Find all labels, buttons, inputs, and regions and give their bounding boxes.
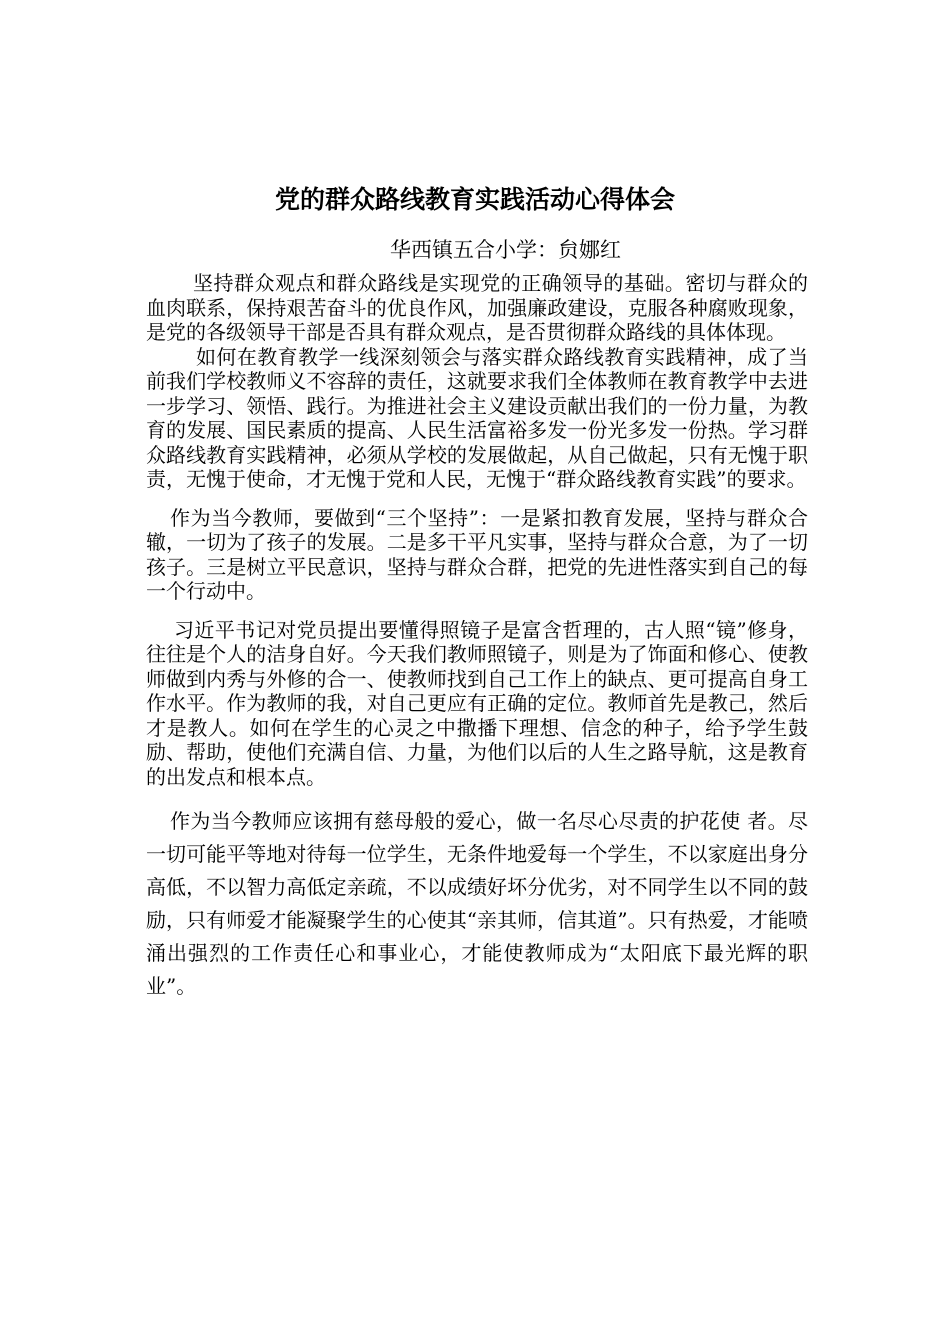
paragraph-5: 作为当今教师应该拥有慈母般的爱心，做一名尽心尽责的护花使 者。尽一切可能平等地对待每一位学生，无条件地爱每一个学生，不以家庭出身分高低，不以智力高低定亲疏，不以成绩好坏分优劣，对不同学生以不同的鼓励，只有师爱才能凝聚学生的心使其“亲其师，信其道”。只有热爱，才能喷涌出强烈的工作责任心和事业心，才能使教师成为“太阳底下最光辉的职业”。 [146, 809, 808, 998]
document-title: 党的群众路线教育实践活动心得体会 [274, 185, 675, 214]
document-body [146, 271, 808, 1003]
paragraph-4: 习近平书记对党员提出要懂得照镜子是富含哲理的，古人照“镜”修身，往往是个人的洁身自好。今天我们教师照镜子，则是为了饰面和修心、使教师做到内秀与外修的合一、使教师找到自己工作上的缺点、更可提高自身工作水平。作为教师的我，对自己更应有正确的定位。教师首先是教己，然后才是教人。如何在学生的心灵之中撒播下理想、信念的种子，给予学生鼓励、帮助，使他们充满自信、力量，为他们以后的人生之路导航，这是教育的出发点和根本点。 [146, 617, 808, 789]
document-author: 华西镇五合小学：贠娜红 [390, 238, 621, 262]
paragraph-2: 如何在教育教学一线深刻领会与落实群众路线教育实践精神，成了当前我们学校教师义不容辞的责任，这就要求我们全体教师在教育教学中去进一步学习、领悟、践行。为推进社会主义建设贡献出我们的一份力量，为教育的发展、国民素质的提高、人民生活富裕多发一份光多发一份热。学习群众路线教育实践精神，必须从学校的发展做起，从自己做起，只有无愧于职责，无愧于使命，才无愧于党和人民，无愧于“群众路线教育实践”的要求。 [146, 344, 808, 491]
paragraph-1: 坚持群众观点和群众路线是实现党的正确领导的基础。密切与群众的血肉联系，保持艰苦奋斗的优良作风，加强廉政建设，克服各种腐败现象，是党的各级领导干部是否具有群众观点，是否贯彻群众路线的具体体现。 [146, 271, 808, 344]
paragraph-3: 作为当今教师，要做到“三个坚持”：一是紧扣教育发展，坚持与群众合辙，一切为了孩子的发展。二是多干平凡实事，坚持与群众合意，为了一切孩子。三是树立平民意识，坚持与群众合群，把党的先进性落实到自己的每一个行动中。 [146, 505, 808, 603]
